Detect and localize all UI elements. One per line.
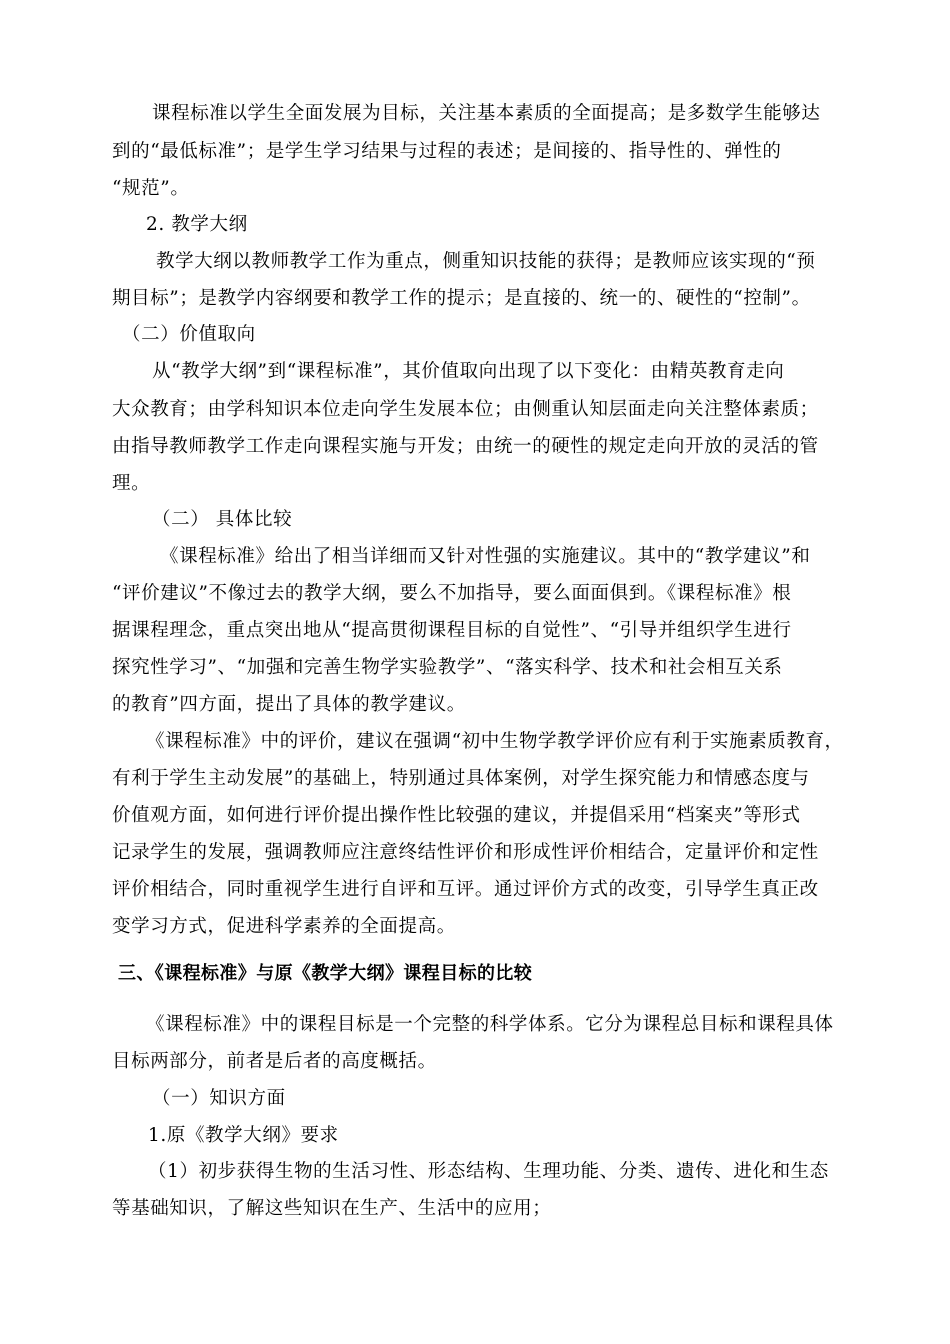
text-line: 目标两部分，前者是后者的高度概括。: [112, 1051, 437, 1072]
text-line: 期目标”；是教学内容纲要和教学工作的提示；是直接的、统一的、硬性的“控制”。: [112, 288, 811, 309]
text-line: 从“教学大纲”到“课程标准”，其价值取向出现了以下变化：由精英教育走向: [152, 361, 785, 382]
text-line: 记录学生的发展，强调教师应注意终结性评价和形成性评价相结合，定量评价和定性: [112, 842, 819, 863]
subheading-knowledge: （一）知识方面: [152, 1088, 286, 1109]
text-line: 据课程理念，重点突出地从“提高贯彻课程目标的自觉性”、“引导并组织学生进行: [112, 620, 792, 641]
subheading-specific-comparison: （二） 具体比较: [152, 509, 293, 530]
section-heading-three: 三、《课程标准》与原《教学大纲》课程目标的比较: [118, 963, 533, 984]
subheading-value-orientation: （二）价值取向: [122, 324, 256, 345]
text-line: 大众教育；由学科知识本位走向学生发展本位；由侧重认知层面走向关注整体素质；: [112, 399, 819, 420]
text-line: 的教育”四方面，提出了具体的教学建议。: [112, 694, 466, 715]
text-line: （1）初步获得生物的生活习性、形态结构、生理功能、分类、遗传、进化和生态: [148, 1161, 829, 1182]
text-line: 《课程标准》中的评价，建议在强调“初中生物学教学评价应有利于实施素质教育，: [146, 731, 844, 752]
text-line: 课程标准以学生全面发展为目标，关注基本素质的全面提高；是多数学生能够达: [152, 103, 821, 124]
text-line: 评价相结合，同时重视学生进行自评和互评。通过评价方式的改变，引导学生真正改: [112, 879, 819, 900]
text-line: “评价建议”不像过去的教学大纲，要么不加指导，要么面面俱到。《课程标准》根: [112, 583, 792, 604]
text-line: 等基础知识，了解这些知识在生产、生活中的应用；: [112, 1198, 552, 1219]
text-line: 变学习方式，促进科学素养的全面提高。: [112, 916, 456, 937]
text-line: 《课程标准》中的课程目标是一个完整的科学体系。它分为课程总目标和课程具体: [146, 1014, 834, 1035]
text-line: 由指导教师教学工作走向课程实施与开发；由统一的硬性的规定走向开放的灵活的管: [112, 436, 819, 457]
text-line: 《课程标准》给出了相当详细而又针对性强的实施建议。其中的“教学建议”和: [160, 546, 811, 567]
text-line: 理。: [112, 473, 151, 494]
text-line: 探究性学习”、“加强和完善生物学实验教学”、“落实科学、技术和社会相互关系: [112, 657, 783, 678]
text-line: 价值观方面，如何进行评价提出操作性比较强的建议，并提倡采用“档案夹”等形式: [112, 805, 801, 826]
subheading-original-syllabus: 1.原《教学大纲》要求: [148, 1125, 339, 1146]
text-line: 到的“最低标准”；是学生学习结果与过程的表述；是间接的、指导性的、弹性的: [112, 141, 782, 162]
subheading-syllabus: 2. 教学大纲: [146, 214, 248, 235]
text-line: 教学大纲以教师教学工作为重点，侧重知识技能的获得；是教师应该实现的“预: [156, 251, 816, 272]
text-line: “规范”。: [112, 178, 190, 199]
text-line: 有利于学生主动发展”的基础上，特别通过具体案例，对学生探究能力和情感态度与: [112, 768, 810, 789]
